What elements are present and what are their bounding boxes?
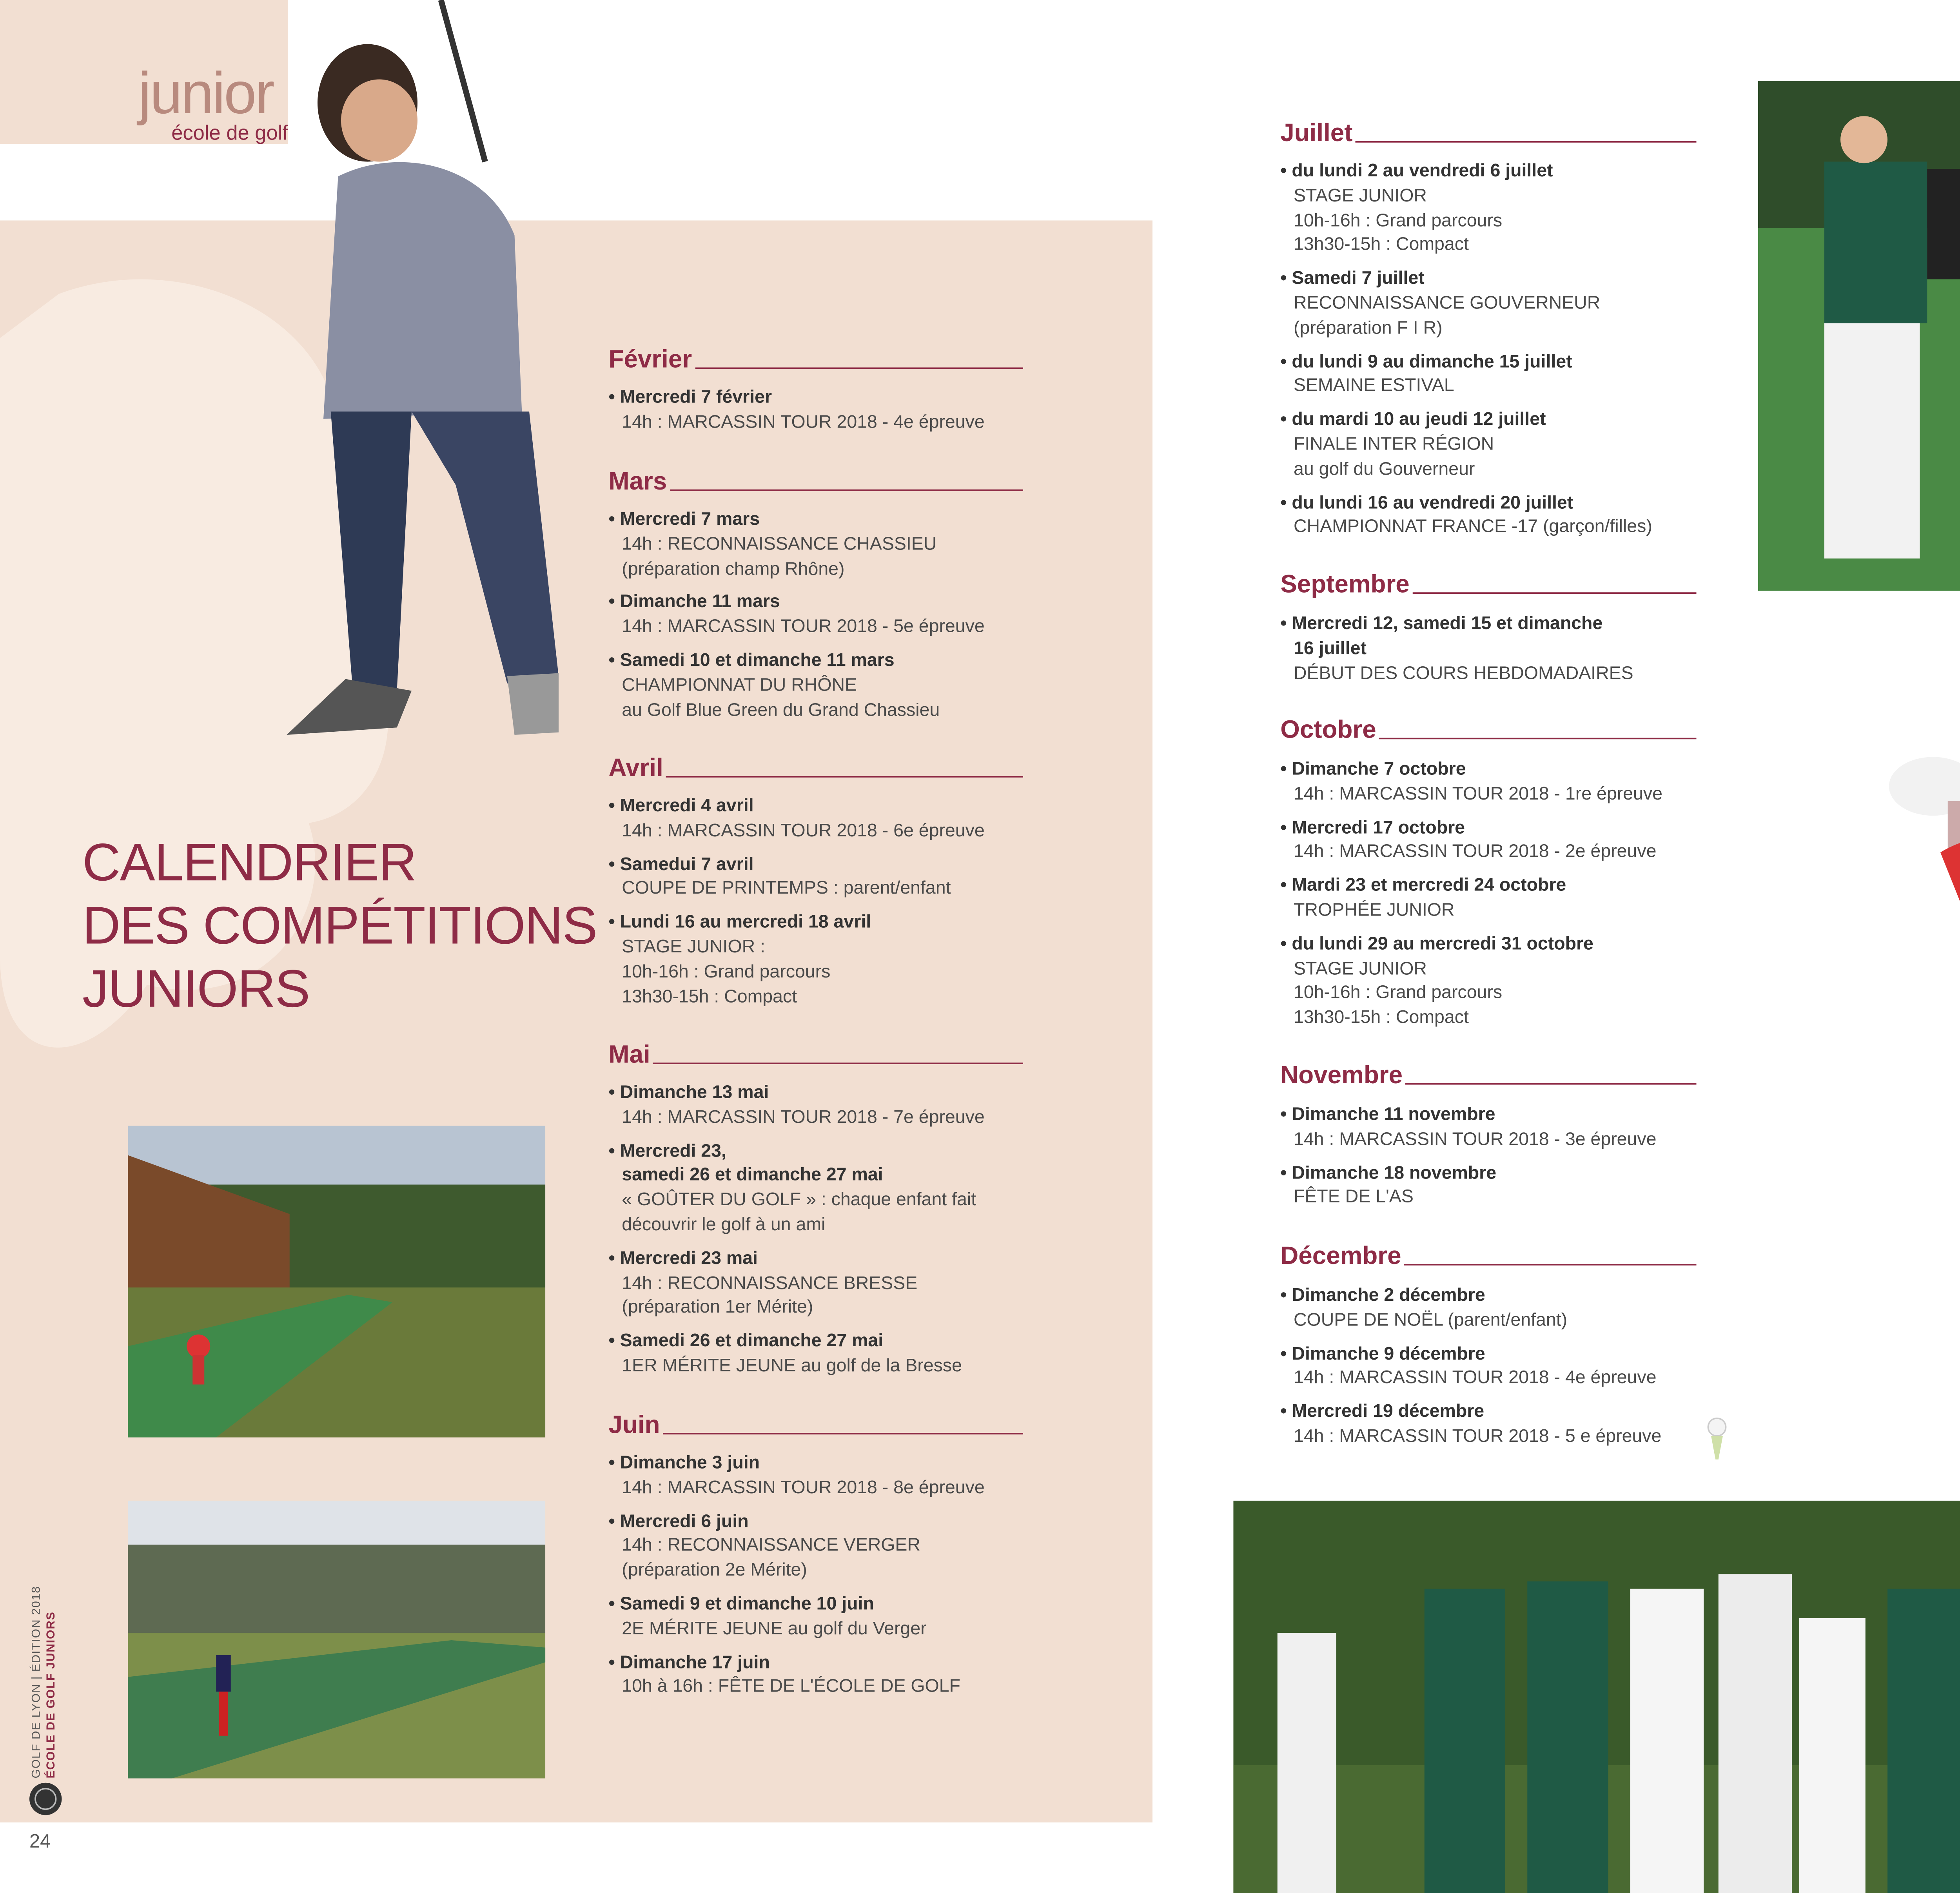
month-name: Novembre [1280, 1061, 1403, 1089]
month-header [609, 347, 1024, 374]
event-date: • Samedui 7 avril [609, 852, 1050, 876]
list-item [609, 1246, 1050, 1320]
month-name: Mai [608, 1041, 650, 1069]
event-text: 2E MÉRITE JEUNE au golf du Verger [622, 1617, 927, 1639]
event-text: 14h : RECONNAISSANCE CHASSIEU (préparation champ Rhône) [622, 533, 937, 578]
event-text: RECONNAISSANCE GOUVERNEUR (préparation F I R) [1294, 292, 1601, 338]
list-item [609, 1650, 1050, 1699]
event-text: 14h : MARCASSIN TOUR 2018 - 5e épreuve [622, 616, 985, 637]
kids-practice-photo [128, 1501, 545, 1779]
event-list [1280, 611, 1721, 694]
sidebar-line: GOLF DE LYON | ÉDITION 2018 [29, 1586, 43, 1779]
month-name: Juillet [1280, 119, 1353, 147]
sidebar-line-accent: ÉCOLE DE GOLF JUNIORS [44, 1611, 58, 1779]
event-date: • Samedi 9 et dimanche 10 juin [609, 1592, 1050, 1616]
month-header [609, 469, 1024, 495]
event-date: • Dimanche 18 novembre [1280, 1160, 1721, 1185]
event-text: STAGE JUNIOR : 10h-16h : Grand parcours 13h30-15h : Compact [622, 936, 831, 1006]
list-item [609, 1509, 1050, 1583]
event-list [609, 507, 1050, 731]
month-header [1280, 121, 1696, 147]
month-header [609, 756, 1024, 782]
section-label: junior [138, 62, 273, 127]
event-date: • Dimanche 17 juin [609, 1650, 1050, 1675]
list-item [1280, 349, 1721, 399]
event-text: 14h : MARCASSIN TOUR 2018 - 5 e épreuve [1294, 1425, 1662, 1446]
event-text: CHAMPIONNAT FRANCE -17 (garçon/filles) [1294, 516, 1652, 537]
month-name: Février [608, 345, 692, 374]
event-text: COUPE DE NOËL (parent/enfant) [1294, 1309, 1568, 1330]
event-text: 14h : MARCASSIN TOUR 2018 - 1re épreuve [1294, 783, 1662, 804]
event-text: 1ER MÉRITE JEUNE au golf de la Bresse [622, 1355, 962, 1376]
list-item [1280, 407, 1721, 481]
red-shirt-golfer-photo [1867, 713, 1960, 1440]
event-date: • du lundi 2 au vendredi 6 juillet [1280, 159, 1721, 183]
list-item [609, 1329, 1050, 1378]
left-sidebar-credit [29, 1573, 59, 1779]
list-item [609, 794, 1050, 843]
list-item [1280, 757, 1721, 806]
event-date: • du lundi 16 au vendredi 20 juillet [1280, 490, 1721, 515]
month-header [1280, 1063, 1696, 1089]
list-item [1280, 873, 1721, 923]
list-item [1280, 266, 1721, 340]
list-item [609, 648, 1050, 722]
event-date: • du lundi 29 au mercredi 31 octobre [1280, 932, 1721, 956]
title-line: JUNIORS [82, 958, 310, 1019]
event-text: 14h : RECONNAISSANCE VERGER (préparation 2e Mérite) [622, 1535, 921, 1580]
group-juniors-photo [1233, 1501, 1960, 1893]
event-text: CHAMPIONNAT DU RHÔNE au Golf Blue Green du Grand Chassieu [622, 674, 940, 720]
list-item [609, 852, 1050, 901]
event-date: • Mercredi 7 février [609, 385, 1050, 410]
event-list [609, 794, 1050, 1017]
event-text: DÉBUT DES COURS HEBDOMADAIRES [1294, 662, 1633, 683]
list-item [609, 385, 1050, 435]
event-date: • Mercredi 12, samedi 15 et dimanche 16 juillet [1280, 611, 1721, 661]
page-number-left: 24 [29, 1830, 51, 1852]
month-header [609, 1412, 1024, 1439]
event-list [609, 1080, 1050, 1387]
event-date: • Mercredi 7 mars [609, 507, 1050, 532]
club-seal-icon [28, 1781, 63, 1817]
month-header [1280, 717, 1696, 744]
list-item [1280, 1102, 1721, 1152]
list-item [1280, 490, 1721, 540]
event-date: • Dimanche 2 décembre [1280, 1283, 1721, 1308]
event-date: • Mercredi 23 mai [609, 1246, 1050, 1271]
event-date: • Dimanche 11 mars [609, 590, 1050, 615]
month-name: Septembre [1280, 570, 1410, 598]
month-name: Octobre [1280, 716, 1376, 744]
event-date: • Mercredi 6 juin [609, 1509, 1050, 1534]
event-text: 14h : MARCASSIN TOUR 2018 - 8e épreuve [622, 1476, 985, 1498]
event-text: FINALE INTER RÉGION au golf du Gouverneur [1294, 433, 1494, 479]
list-item [1280, 932, 1721, 1030]
event-text: FÊTE DE L'AS [1294, 1186, 1414, 1208]
event-text: 14h : MARCASSIN TOUR 2018 - 3e épreuve [1294, 1128, 1657, 1149]
list-item [1280, 1400, 1721, 1449]
list-item [609, 1139, 1050, 1237]
event-date: • Mercredi 4 avril [609, 794, 1050, 818]
event-list [1280, 1102, 1721, 1219]
event-date: • Samedi 26 et dimanche 27 mai [609, 1329, 1050, 1354]
event-date: • Lundi 16 au mercredi 18 avril [609, 910, 1050, 935]
page-title [82, 830, 597, 1020]
event-text: TROPHÉE JUNIOR [1294, 899, 1455, 920]
month-name: Avril [608, 754, 663, 782]
event-text: 14h : RECONNAISSANCE BRESSE (préparation 1er Mérite) [622, 1272, 918, 1318]
event-date: • Mercredi 23, samedi 26 et dimanche 27 mai [609, 1139, 1050, 1188]
title-line: DES COMPÉTITIONS [82, 895, 597, 956]
list-item [609, 1451, 1050, 1500]
month-name: Décembre [1280, 1242, 1401, 1270]
list-item [1280, 159, 1721, 257]
event-text: 14h : MARCASSIN TOUR 2018 - 2e épreuve [1294, 841, 1657, 862]
event-date: • du lundi 9 au dimanche 15 juillet [1280, 349, 1721, 374]
month-header [1280, 572, 1696, 598]
event-text: STAGE JUNIOR 10h-16h : Grand parcours 13h30-15h : Compact [1294, 957, 1503, 1028]
event-text: 10h à 16h : FÊTE DE L'ÉCOLE DE GOLF [622, 1676, 960, 1697]
event-list [609, 1451, 1050, 1708]
event-text: « GOÛTER DU GOLF » : chaque enfant fait découvrir le golf à un ami [622, 1189, 976, 1235]
list-item [609, 1080, 1050, 1130]
month-name: Mars [608, 467, 667, 495]
instructors-photo [1758, 81, 1960, 591]
boy-golfer-photo [265, 0, 559, 750]
list-item [1280, 1341, 1721, 1391]
event-text: 14h : MARCASSIN TOUR 2018 - 6e épreuve [622, 820, 985, 841]
event-date: • Mercredi 19 décembre [1280, 1400, 1721, 1424]
section-subtitle: école de golf [171, 120, 288, 144]
event-date: • Dimanche 7 octobre [1280, 757, 1721, 781]
list-item [609, 1592, 1050, 1641]
event-text: 14h : MARCASSIN TOUR 2018 - 7e épreuve [622, 1106, 985, 1127]
event-text: 14h : MARCASSIN TOUR 2018 - 4e épreuve [1294, 1367, 1657, 1388]
month-header [609, 1042, 1024, 1069]
month-name: Juin [608, 1411, 660, 1439]
list-item [1280, 1283, 1721, 1333]
event-list [1280, 159, 1721, 548]
driving-range-photo [128, 1126, 545, 1438]
event-date: • Dimanche 13 mai [609, 1080, 1050, 1105]
event-date: • Samedi 7 juillet [1280, 266, 1721, 291]
event-list [1280, 757, 1721, 1039]
event-list [609, 385, 1050, 443]
event-text: SEMAINE ESTIVAL [1294, 375, 1454, 396]
event-date: • Samedi 10 et dimanche 11 mars [609, 648, 1050, 673]
event-text: COUPE DE PRINTEMPS : parent/enfant [622, 878, 951, 899]
month-header [1280, 1244, 1696, 1270]
event-date: • du mardi 10 au jeudi 12 juillet [1280, 407, 1721, 432]
list-item [1280, 611, 1721, 685]
event-list [1280, 1283, 1721, 1458]
event-text: STAGE JUNIOR 10h-16h : Grand parcours 13h30-15h : Compact [1294, 185, 1503, 255]
list-item [1280, 815, 1721, 865]
list-item [609, 590, 1050, 639]
list-item [1280, 1160, 1721, 1210]
event-text: 14h : MARCASSIN TOUR 2018 - 4e épreuve [622, 411, 985, 432]
event-date: • Dimanche 3 juin [609, 1451, 1050, 1475]
event-date: • Mercredi 17 octobre [1280, 815, 1721, 840]
list-item [609, 910, 1050, 1009]
title-line: CALENDRIER [82, 832, 416, 892]
event-date: • Dimanche 9 décembre [1280, 1341, 1721, 1366]
event-date: • Mardi 23 et mercredi 24 octobre [1280, 873, 1721, 898]
event-date: • Dimanche 11 novembre [1280, 1102, 1721, 1127]
list-item [609, 507, 1050, 581]
golf-ball-tee-icon [1705, 1417, 1729, 1461]
